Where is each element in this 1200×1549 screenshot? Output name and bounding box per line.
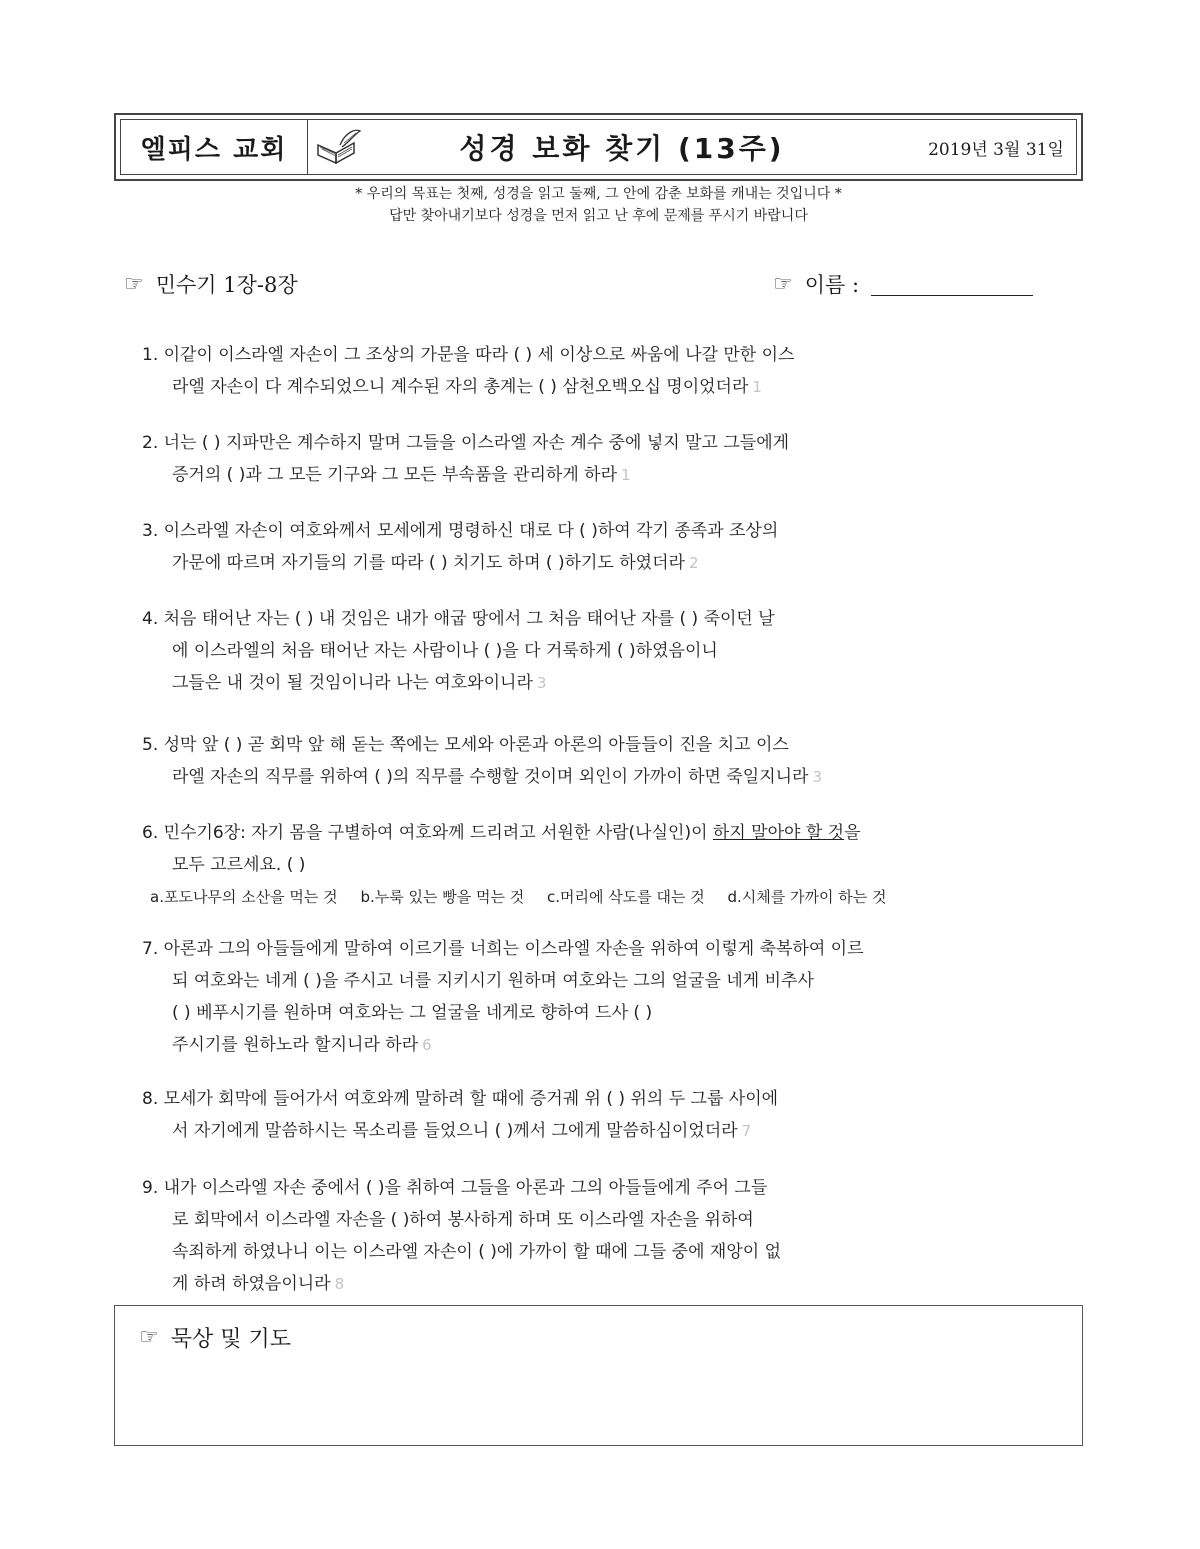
chapter-ref: 6 (422, 1036, 432, 1054)
pointing-hand-icon: ☞ (773, 271, 793, 297)
meditation-title-text: 묵상 및 기도 (170, 1327, 291, 1352)
chapter-ref: 3 (536, 674, 547, 692)
question-line: 1. 이같이 이스라엘 자손이 그 조상의 가문을 따라 ( ) 세 이상으로 싸움에 나갈 만한 이스 (142, 345, 795, 365)
meditation-title (139, 1322, 291, 1353)
question-5 (142, 729, 1060, 793)
question-line: 게 하려 하였음이니라 (172, 1274, 331, 1294)
option-d[interactable]: d.시체를 가까이 하는 것 (727, 888, 887, 906)
question-line: 6. 민수기6장: 자기 몸을 구별하여 여호와께 드리려고 서원한 사람(나실인)이 (142, 823, 713, 843)
question-1 (142, 339, 1060, 403)
question-7 (142, 933, 1060, 1061)
question-line: 3. 이스라엘 자손이 여호와께서 모세에게 명령하신 대로 다 ( )하여 각기 종족과 조상의 (142, 521, 779, 541)
chapter-ref: 8 (334, 1275, 345, 1293)
chapter-ref: 2 (688, 554, 699, 572)
option-b[interactable]: b.누룩 있는 빵을 먹는 것 (360, 888, 525, 906)
question-line: 8. 모세가 회막에 들어가서 여호와께 말하려 할 때에 증거궤 위 ( ) 위의 두 그룹 사이에 (142, 1089, 779, 1109)
name-field (773, 269, 1033, 299)
header-box (114, 113, 1083, 181)
question-line: 4. 처음 태어난 자는 ( ) 내 것임은 내가 애굽 땅에서 그 처음 태어난 자를 ( ) 죽이던 날 (142, 609, 775, 629)
question-line: 가문에 따르며 자기들의 기를 따라 ( ) 치기도 하며 ( )하기도 하였더라 (172, 553, 685, 573)
question-line: 에 이스라엘의 처음 태어난 자는 사람이나 ( )을 다 거룩하게 ( )하였음이니 (172, 641, 718, 661)
question-line: 라엘 자손의 직무를 위하여 ( )의 직무를 수행할 것이며 외인이 가까이 하면 죽일지니라 (172, 767, 809, 787)
question-line: 되 여호와는 네게 ( )을 주시고 너를 지키시기 원하며 여호와는 그의 얼굴을 네게 비추사 (172, 971, 814, 991)
question-9 (142, 1172, 1060, 1300)
pointing-hand-icon: ☞ (139, 1325, 159, 1350)
question-line: ( ) 베푸시기를 원하며 여호와는 그 얼굴을 네게로 향하여 드사 ( ) (172, 1003, 653, 1023)
question-4 (142, 603, 1060, 699)
scripture-range-text: 민수기 1장-8장 (155, 273, 298, 297)
question-6 (142, 817, 1060, 881)
name-blank-line[interactable] (871, 273, 1033, 296)
chapter-ref: 1 (621, 466, 631, 484)
question-line: 주시기를 원하노라 할지니라 하라 (172, 1035, 419, 1055)
option-c[interactable]: c.머리에 삭도를 대는 것 (547, 888, 705, 906)
question-line: 속죄하게 하였나니 이는 이스라엘 자손이 ( )에 가까이 할 때에 그들 중에 재앙이 없 (172, 1242, 782, 1262)
question-8 (142, 1083, 1060, 1147)
question-line: 5. 성막 앞 ( ) 곧 회막 앞 해 돋는 쪽에는 모세와 아론과 아론의 아들들이 진을 치고 이스 (142, 735, 789, 755)
header-inner (120, 119, 1077, 175)
option-a[interactable]: a.포도나무의 소산을 먹는 것 (150, 888, 338, 906)
bible-book-icon (308, 120, 368, 174)
question-line: 모두 고르세요. ( ) (172, 855, 306, 875)
question-line: 그들은 내 것이 될 것임이니라 나는 여호와이니라 (172, 673, 533, 693)
page-title: 성경 보화 찾기 (13주) (459, 132, 785, 165)
notice-line-2: 답만 찾아내기보다 성경을 먼저 읽고 난 후에 문제를 푸시기 바랍니다 (389, 208, 808, 224)
name-label: 이름 : (804, 273, 860, 297)
pointing-hand-icon: ☞ (124, 271, 144, 297)
scripture-range (124, 269, 298, 299)
chapter-ref: 7 (741, 1122, 752, 1140)
question-line-end: 을 (844, 823, 861, 843)
church-name: 엘피스 교회 (121, 120, 308, 174)
date-text: 2019년 3월 31일 (928, 139, 1064, 160)
chapter-ref: 1 (752, 378, 762, 396)
question-line: 증거의 ( )과 그 모든 기구와 그 모든 부속품을 관리하게 하라 (172, 465, 618, 485)
notice-line-1: * 우리의 목표는 첫째, 성경을 읽고 둘째, 그 안에 감춘 보화를 캐내는 것입니다 * (355, 186, 842, 202)
answer-options (150, 886, 905, 907)
question-3 (142, 515, 1060, 579)
underlined-phrase: 하지 말아야 할 것 (712, 823, 845, 843)
question-line: 라엘 자손이 다 계수되었으니 계수된 자의 총계는 ( ) 삼천오백오십 명이었더라 (172, 377, 749, 397)
question-line: 로 회막에서 이스라엘 자손을 ( )하여 봉사하게 하며 또 이스라엘 자손을 위하여 (172, 1210, 754, 1230)
question-line: 서 자기에게 말씀하시는 목소리를 들었으니 ( )께서 그에게 말씀하심이었더라 (172, 1121, 738, 1141)
question-line: 9. 내가 이스라엘 자손 중에서 ( )을 취하여 그들을 아론과 그의 아들들에게 주어 그들 (142, 1178, 768, 1198)
question-line: 2. 너는 ( ) 지파만은 계수하지 말며 그들을 이스라엘 자손 계수 중에 넣지 말고 그들에게 (142, 433, 790, 453)
question-2 (142, 427, 1060, 491)
chapter-ref: 3 (812, 768, 823, 786)
question-line: 7. 아론과 그의 아들들에게 말하여 이르기를 너희는 이스라엘 자손을 위하여 이렇게 축복하여 이르 (142, 939, 864, 959)
meditation-box[interactable] (114, 1305, 1083, 1446)
